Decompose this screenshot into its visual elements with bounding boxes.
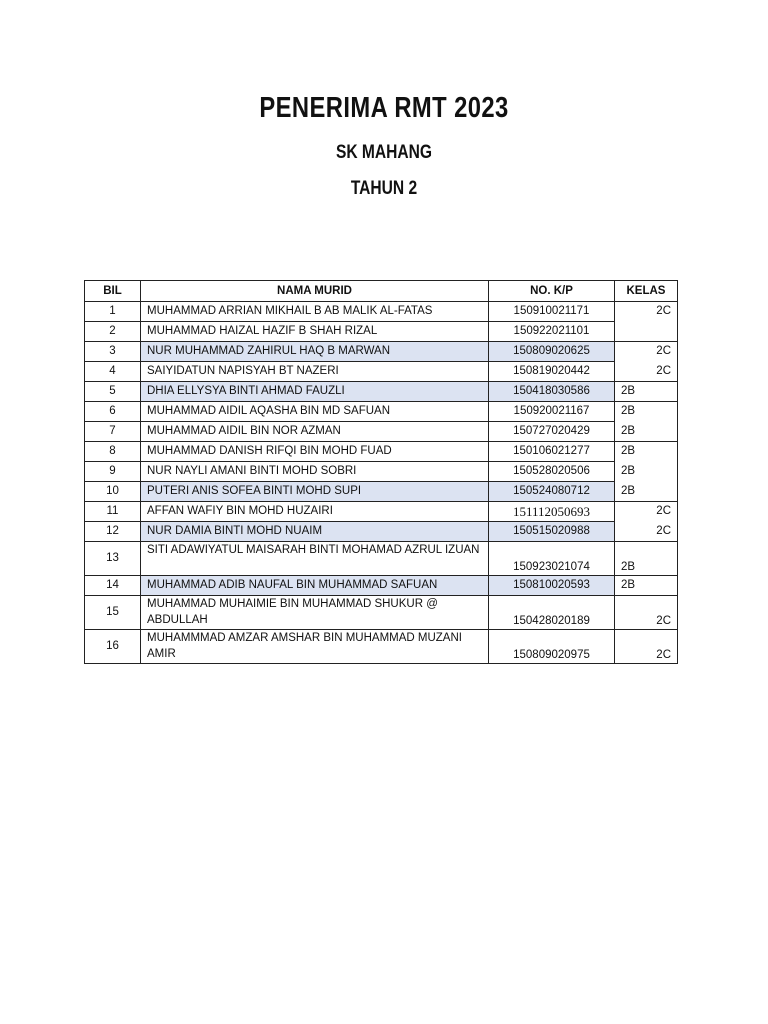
row-name: MUHAMMAD ARRIAN MIKHAIL B AB MALIK AL-FATAS bbox=[141, 302, 489, 322]
row-bil: 3 bbox=[85, 342, 141, 362]
row-bil: 10 bbox=[85, 482, 141, 502]
row-kp: 150819020442 bbox=[489, 362, 615, 382]
table-row bbox=[85, 630, 678, 664]
row-name: MUHAMMMAD AMZAR AMSHAR BIN MUHAMMAD MUZANI AMIR bbox=[141, 630, 489, 664]
row-kp: 150923021074 bbox=[489, 542, 615, 576]
table-row bbox=[85, 302, 678, 322]
table-row bbox=[85, 442, 678, 462]
row-bil: 9 bbox=[85, 462, 141, 482]
header-no-kp: NO. K/P bbox=[489, 281, 615, 302]
row-kelas: 2B bbox=[621, 425, 636, 437]
table-row bbox=[85, 322, 678, 342]
row-kp: 150809020625 bbox=[489, 342, 615, 362]
row-kelas: 2B bbox=[621, 445, 636, 457]
row-name: MUHAMMAD ADIB NAUFAL BIN MUHAMMAD SAFUAN bbox=[141, 576, 489, 596]
student-table bbox=[84, 280, 678, 664]
row-bil: 5 bbox=[85, 382, 141, 402]
row-name: NUR DAMIA BINTI MOHD NUAIM bbox=[141, 522, 489, 542]
table-row bbox=[85, 342, 678, 362]
row-name: MUHAMMAD AIDIL BIN NOR AZMAN bbox=[141, 422, 489, 442]
header-kelas: KELAS bbox=[615, 281, 678, 302]
header-nama-murid: NAMA MURID bbox=[141, 281, 489, 302]
table-row bbox=[85, 596, 678, 630]
row-kp: 150524080712 bbox=[489, 482, 615, 502]
row-bil: 4 bbox=[85, 362, 141, 382]
row-kp: 150428020189 bbox=[489, 596, 615, 630]
row-bil: 16 bbox=[85, 630, 141, 664]
row-kp: 150106021277 bbox=[489, 442, 615, 462]
table-row bbox=[85, 576, 678, 596]
row-bil: 1 bbox=[85, 302, 141, 322]
table-header-row bbox=[85, 281, 678, 302]
row-kelas: 2B bbox=[621, 485, 636, 497]
row-name: SAIYIDATUN NAPISYAH BT NAZERI bbox=[141, 362, 489, 382]
row-name: DHIA ELLYSYA BINTI AHMAD FAUZLI bbox=[141, 382, 489, 402]
row-bil: 7 bbox=[85, 422, 141, 442]
school-name: SK MAHANG bbox=[335, 142, 433, 163]
table-row bbox=[85, 462, 678, 482]
row-kelas: 2B bbox=[621, 579, 636, 591]
row-bil: 6 bbox=[85, 402, 141, 422]
table-row bbox=[85, 422, 678, 442]
row-name: PUTERI ANIS SOFEA BINTI MOHD SUPI bbox=[141, 482, 489, 502]
row-kelas: 2B bbox=[621, 561, 636, 573]
row-name: MUHAMMAD DANISH RIFQI BIN MOHD FUAD bbox=[141, 442, 489, 462]
row-name: NUR NAYLI AMANI BINTI MOHD SOBRI bbox=[141, 462, 489, 482]
row-name: MUHAMMAD HAIZAL HAZIF B SHAH RIZAL bbox=[141, 322, 489, 342]
row-name: MUHAMMAD AIDIL AQASHA BIN MD SAFUAN bbox=[141, 402, 489, 422]
row-kp: 150727020429 bbox=[489, 422, 615, 442]
row-kp: 150922021101 bbox=[489, 322, 615, 342]
row-kp: 150418030586 bbox=[489, 382, 615, 402]
table-row bbox=[85, 402, 678, 422]
header-bil: BIL bbox=[85, 281, 141, 302]
row-bil: 8 bbox=[85, 442, 141, 462]
row-kp: 151112050693 bbox=[489, 502, 615, 522]
row-kelas: 2C bbox=[656, 305, 671, 317]
row-kelas: 2C bbox=[656, 525, 671, 537]
table-row bbox=[85, 542, 678, 576]
row-bil: 11 bbox=[85, 502, 141, 522]
row-name: SITI ADAWIYATUL MAISARAH BINTI MOHAMAD AZRUL IZUAN bbox=[141, 542, 489, 576]
row-bil: 12 bbox=[85, 522, 141, 542]
table-row bbox=[85, 382, 678, 402]
row-kp: 150528020506 bbox=[489, 462, 615, 482]
row-kp: 150515020988 bbox=[489, 522, 615, 542]
row-name: NUR MUHAMMAD ZAHIRUL HAQ B MARWAN bbox=[141, 342, 489, 362]
row-kelas: 2C bbox=[656, 615, 671, 627]
row-kelas: 2C bbox=[656, 649, 671, 661]
row-kelas: 2C bbox=[656, 365, 671, 377]
table-body bbox=[85, 302, 678, 664]
table-row bbox=[85, 482, 678, 502]
row-kelas: 2B bbox=[621, 465, 636, 477]
row-bil: 13 bbox=[85, 542, 141, 576]
row-bil: 2 bbox=[85, 322, 141, 342]
table-row bbox=[85, 502, 678, 522]
row-kelas: 2C bbox=[656, 345, 671, 357]
row-kp: 150809020975 bbox=[489, 630, 615, 664]
row-bil: 14 bbox=[85, 576, 141, 596]
row-kelas: 2B bbox=[621, 385, 636, 397]
row-kp: 150910021171 bbox=[489, 302, 615, 322]
row-kelas: 2B bbox=[621, 405, 636, 417]
row-bil: 15 bbox=[85, 596, 141, 630]
row-name: MUHAMMAD MUHAIMIE BIN MUHAMMAD SHUKUR @ ABDULLAH bbox=[141, 596, 489, 630]
table-row bbox=[85, 362, 678, 382]
table-row bbox=[85, 522, 678, 542]
row-kelas: 2C bbox=[656, 505, 671, 517]
year-level: TAHUN 2 bbox=[350, 178, 418, 199]
row-kp: 150810020593 bbox=[489, 576, 615, 596]
row-name: AFFAN WAFIY BIN MOHD HUZAIRI bbox=[141, 502, 489, 522]
document-title: PENERIMA RMT 2023 bbox=[259, 92, 509, 124]
row-kp: 150920021167 bbox=[489, 402, 615, 422]
